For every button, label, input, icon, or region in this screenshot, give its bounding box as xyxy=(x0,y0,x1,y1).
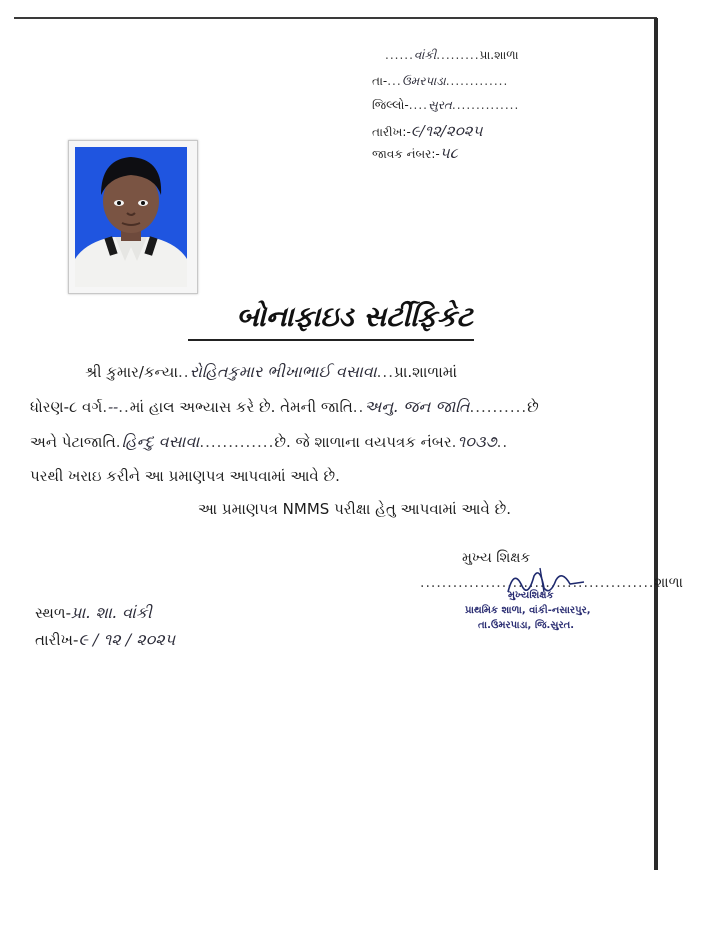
body-line-3: અને પેટાજાતિ.હિન્દુ વસાવા.............છે. જે શાળાના વયપત્રક નંબર.૧૦૩૭.. xyxy=(30,432,509,451)
student-name: રોહિતકુમાર ભીખાભાઈ વસાવા xyxy=(189,362,377,381)
signature-line: ...........................................શાળા xyxy=(420,575,683,591)
register-number: ૧૦૩૭ xyxy=(457,432,497,451)
verification-text: પરથી ખરાઇ કરીને આ પ્રમાણપત્ર આપવામાં આવે છે. xyxy=(30,467,340,485)
student-portrait-image xyxy=(75,147,187,287)
place-value: પ્રા. શા. વાંકી xyxy=(71,603,152,622)
stamp-line-2: પ્રાથમિક શાળા, વાંકી-નસારપુર, xyxy=(465,605,591,616)
caste-value: અનુ. જન જાતિ xyxy=(364,397,470,416)
header-district-value: સુરત xyxy=(427,98,452,112)
header-outward-label: જાવક નંબર:- xyxy=(372,147,440,161)
line-2-suffix: છે xyxy=(527,398,539,416)
stamp-line-3: તા.ઉમરપાડા, જિ.સુરત. xyxy=(478,620,575,631)
student-photo xyxy=(75,147,187,287)
student-prefix: શ્રી કુમાર/કન્યા xyxy=(85,363,179,381)
place-label: સ્થળ- xyxy=(35,604,72,622)
signature-title: મુખ્ય શિક્ષક xyxy=(462,550,531,566)
header-school-line: ......વાંકી.........પ્રા.શાળા xyxy=(385,48,519,62)
study-text: માં હાલ અભ્યાસ કરે છે. તેમની જાતિ xyxy=(129,398,353,416)
header-date-line xyxy=(372,122,482,140)
header-date-label: તારીખ:- xyxy=(372,125,411,139)
header-taluka-label: તા- xyxy=(372,74,388,88)
header-taluka-line: તા-...ઉમરપાડા............. xyxy=(372,74,509,88)
subcaste-label: અને પેટાજાતિ xyxy=(30,433,116,451)
header-date-value: ૯/૧૨/૨૦૨૫ xyxy=(410,122,483,140)
stamp-line-1: મુખ્યશિક્ષક xyxy=(508,590,554,601)
header-taluka-value: ઉમરપાડા xyxy=(401,74,446,88)
body-line-5 xyxy=(0,500,709,518)
header-outward-line xyxy=(372,144,458,162)
place-date-label: તારીખ- xyxy=(35,631,79,649)
standard-label: ધોરણ-૮ વર્ગ xyxy=(30,398,103,416)
school-suffix-1: પ્રા.શાળામાં xyxy=(393,363,458,381)
register-text: છે. જે શાળાના વયપત્રક નંબર xyxy=(274,433,452,451)
place-date-value: ૯ / ૧૨ / ૨૦૨૫ xyxy=(78,630,176,649)
place-date-line xyxy=(35,630,175,650)
student-photo-frame xyxy=(68,140,198,294)
title-underline xyxy=(188,339,474,341)
signature-school-suffix: શાળા xyxy=(654,575,683,591)
certificate-title: બોનાફાઇડ સર્ટીફિકેટ xyxy=(236,300,473,333)
page-border-right xyxy=(654,18,658,870)
subcaste-value: હિન્દુ વસાવા xyxy=(121,432,200,451)
body-line-4 xyxy=(30,467,340,485)
body-line-1: શ્રી કુમાર/કન્યા..રોહિતકુમાર ભીખાભાઈ વસાવા...પ્રા.શાળામાં xyxy=(85,362,458,381)
place-line xyxy=(35,603,152,623)
page-border-top xyxy=(14,17,657,19)
header-school-name: વાંકી xyxy=(413,48,437,62)
class-value: -- xyxy=(108,398,119,416)
body-line-2: ધોરણ-૮ વર્ગ.--..માં હાલ અભ્યાસ કરે છે. તેમની જાતિ..અનુ. જન જાતિ..........છે xyxy=(30,397,539,416)
header-school-suffix: પ્રા.શાળા xyxy=(479,48,519,62)
header-outward-value: ૫૮ xyxy=(439,144,458,162)
header-district-line: જિલ્લો-....સુરત.............. xyxy=(372,98,520,112)
header-district-label: જિલ્લો- xyxy=(372,98,409,112)
purpose-text: આ પ્રમાણપત્ર NMMS પરીક્ષા હેતુ આપવામાં આવે છે. xyxy=(198,500,511,518)
